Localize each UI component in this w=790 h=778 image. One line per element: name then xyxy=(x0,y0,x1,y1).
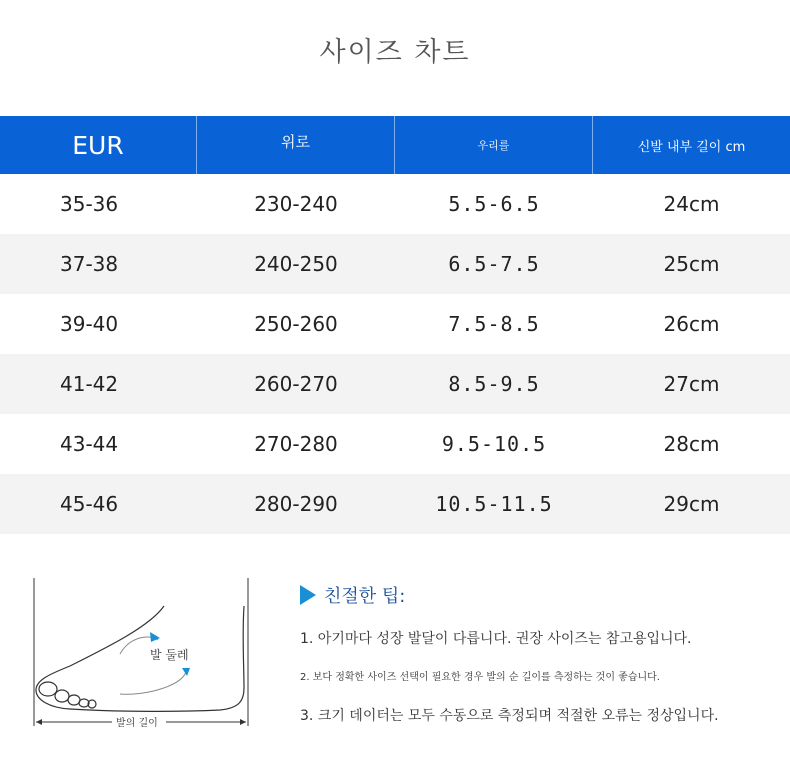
size-table xyxy=(0,116,790,534)
table-cell: 6.5-7.5 xyxy=(448,252,540,276)
table-row xyxy=(0,474,790,534)
header-inner-length: 신발 내부 길이 cm xyxy=(637,139,746,155)
table-cell: 26cm xyxy=(663,312,720,336)
table-cell: 35-36 xyxy=(60,192,119,216)
girth-label: 발 둘레 xyxy=(150,648,189,662)
header-col3: 우리를 xyxy=(395,116,593,174)
table-cell: 9.5-10.5 xyxy=(441,432,547,456)
tip-item: 2. 보다 정확한 사이즈 선택이 필요한 경우 발의 순 길이를 측정하는 것이 좋습니다. xyxy=(300,672,660,683)
header-eur: EUR xyxy=(0,116,197,174)
table-cell: 41-42 xyxy=(60,372,119,396)
arrow-left-icon xyxy=(36,719,42,725)
table-cell: 37-38 xyxy=(60,252,119,276)
arrow-right-icon xyxy=(240,719,246,725)
foot-diagram xyxy=(30,576,255,736)
girth-curve xyxy=(120,672,186,694)
table-cell: 45-46 xyxy=(60,492,119,516)
table-cell: 280-290 xyxy=(254,492,338,516)
table-cell: 270-280 xyxy=(254,432,338,456)
table-cell: 5.5-6.5 xyxy=(448,192,540,216)
table-row xyxy=(0,414,790,474)
table-cell: 39-40 xyxy=(60,312,119,336)
table-row xyxy=(0,294,790,354)
table-cell: 25cm xyxy=(663,252,720,276)
table-cell: 29cm xyxy=(663,492,720,516)
toe-icon xyxy=(55,690,69,702)
page-title: 사이즈 차트 xyxy=(319,37,471,68)
table-cell: 10.5-11.5 xyxy=(435,492,553,516)
table-cell: 8.5-9.5 xyxy=(448,372,540,396)
tips-heading xyxy=(300,582,405,608)
table-row xyxy=(0,174,790,234)
tips-title: 친절한 팁: xyxy=(324,586,406,607)
header-col2: 위로 xyxy=(197,116,395,174)
toe-icon xyxy=(39,682,57,696)
arrow-icon xyxy=(182,668,190,676)
table-cell: 7.5-8.5 xyxy=(448,312,540,336)
table-cell: 230-240 xyxy=(254,192,338,216)
toe-icon xyxy=(68,695,80,705)
arrow-icon xyxy=(150,632,160,642)
table-cell: 43-44 xyxy=(60,432,119,456)
table-cell: 24cm xyxy=(663,192,720,216)
table-row xyxy=(0,234,790,294)
foot-outline xyxy=(36,606,244,711)
table-cell: 27cm xyxy=(663,372,720,396)
length-label: 발의 길이 xyxy=(116,718,158,729)
tip-item: 1. 아기마다 성장 발달이 다릅니다. 권장 사이즈는 참고용입니다. xyxy=(300,631,692,647)
table-cell: 240-250 xyxy=(254,252,338,276)
table-cell: 28cm xyxy=(663,432,720,456)
table-cell: 260-270 xyxy=(254,372,338,396)
table-header xyxy=(0,116,790,174)
play-triangle-icon xyxy=(300,585,316,605)
toe-icon xyxy=(79,699,89,707)
table-cell: 250-260 xyxy=(254,312,338,336)
table-row xyxy=(0,354,790,414)
tip-item: 3. 크기 데이터는 모두 수동으로 측정되며 적절한 오류는 정상입니다. xyxy=(300,708,719,724)
